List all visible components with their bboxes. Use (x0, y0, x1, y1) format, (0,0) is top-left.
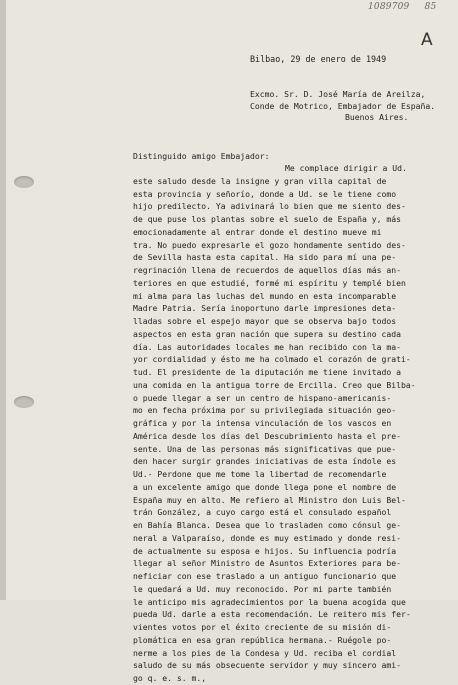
body-line: neral a Valparaíso, donde es muy estimado y donde resi- (133, 532, 402, 543)
body-line: nerme a los pies de la Condesa y Ud. reciba el cordial (133, 647, 397, 658)
punch-hole-top (14, 176, 34, 188)
punch-hole-bottom (14, 396, 34, 408)
body-line: mo en fecha próxima por su privilegiada situación geo- (133, 405, 397, 416)
recipient-address (250, 89, 435, 124)
body-line: tra. No puedo expresarle el gozo hondamente sentido des- (133, 239, 406, 250)
body-line: de actualmente su esposa e hijos. Su influencia podría (133, 545, 397, 556)
body-line: yor cordialidad y ésto me ha colmado el corazón de grati- (133, 354, 411, 365)
body-line: Me complace dirigir a Ud. (285, 163, 407, 173)
body-line: regrinación llena de recuerdos de aquellos días más an- (133, 265, 402, 275)
body-line: lladas sobre el espejo mayor que se observa bajo todos (133, 316, 397, 326)
body-line: de Sevilla hasta esta capital. Ha sido para mí una pe- (133, 252, 397, 263)
address-line: Conde de Motrico, Embajador de España. (250, 100, 436, 111)
body-line: hijo predilecto. Ya adivinará lo bien que me siento des- (133, 201, 406, 212)
body-line: una comida en la antigua torre de Ercilla. Creo que Bilba- (133, 379, 416, 390)
body-line: día. Las autoridades locales me han recibido con la ma- (133, 341, 402, 352)
address-line: Buenos Aires. (345, 112, 409, 122)
address-line: Excmo. Sr. D. José María de Areilza, (250, 89, 426, 99)
salutation: Distinguido amigo Embajador: (133, 151, 270, 161)
body-line: Madre Patria. Sería inoportuno darle impresiones deta- (133, 303, 397, 314)
archive-number-value: 1089709 (368, 2, 410, 12)
archive-corner-mark: 85 (424, 2, 437, 12)
body-line: sente. Una de las personas más significativas que pue- (133, 443, 397, 454)
body-line: esta provincia y señorío, donde a Ud. se le tiene como (133, 188, 397, 199)
body-line: Ud.- Perdone que me tome la libertad de recomendarle (133, 469, 387, 479)
body-line: pueda Ud. darle a esta recomendación. Le reitero mis fer- (133, 609, 411, 620)
body-line: plomática en esa gran república hermana.- Ruégole po- (133, 634, 392, 645)
body-line: tud. El presidente de la diputación me tiene invitado a (133, 367, 402, 377)
body-line: en Bahía Blanca. Desea que lo trasladen como cónsul ge- (133, 520, 402, 530)
body-line: vientes votos por el éxito creciente de su misión di- (133, 622, 392, 632)
body-line: teriores en que estudié, formé mi espíritu y templé bien (133, 277, 406, 288)
letter-body (133, 162, 416, 685)
body-line: o puede llegar a ser un centro de hispano-americanis- (133, 392, 392, 403)
body-line: saludo de su más obsecuente servidor y muy sincero ami- (133, 660, 402, 671)
body-line: mi alma para las luchas del mundo en esta incomparable (133, 290, 397, 301)
body-line: América desde los días del Descubrimiento hasta el pre- (133, 430, 402, 441)
body-line: aspectos en esta gran nación que supera su destino cada (133, 328, 402, 339)
body-line: a un excelente amigo que donde llega pone el nombre de (133, 481, 397, 492)
body-line: gráfica y por la intensa vinculación de los vascos en (133, 418, 392, 428)
body-line: neficiar con ese traslado a un antiguo funcionario que (133, 571, 397, 581)
body-line: den hacer surgir grandes iniciativas de esta índole es (133, 456, 397, 467)
body-line: le quedará a Ud. muy reconocido. Por mi parte también (133, 583, 392, 594)
body-line: emocionadamente al entrar donde el destino mueve mi (133, 226, 382, 237)
body-line: de que puse los plantas sobre el suelo de España y, más (133, 214, 402, 224)
letter-date: Bilbao, 29 de enero de 1949 (250, 54, 387, 64)
body-line: España muy en alto. Me refiero al Ministro don Luis Bel- (133, 494, 406, 505)
body-line: este saludo desde la insigne y gran villa capital de (133, 175, 387, 186)
scan-edge (0, 0, 6, 600)
archive-letter-mark: A (421, 30, 433, 50)
body-line: go q. e. s. m., (133, 673, 207, 683)
body-line: le anticipo mis agradecimientos por la buena acogida que (133, 596, 406, 607)
archive-number (368, 2, 436, 12)
body-line: trán González, a cuyo cargo está el consulado español (133, 507, 392, 518)
body-line: llegar al señor Ministro de Asuntos Exteriores para be- (133, 558, 402, 569)
